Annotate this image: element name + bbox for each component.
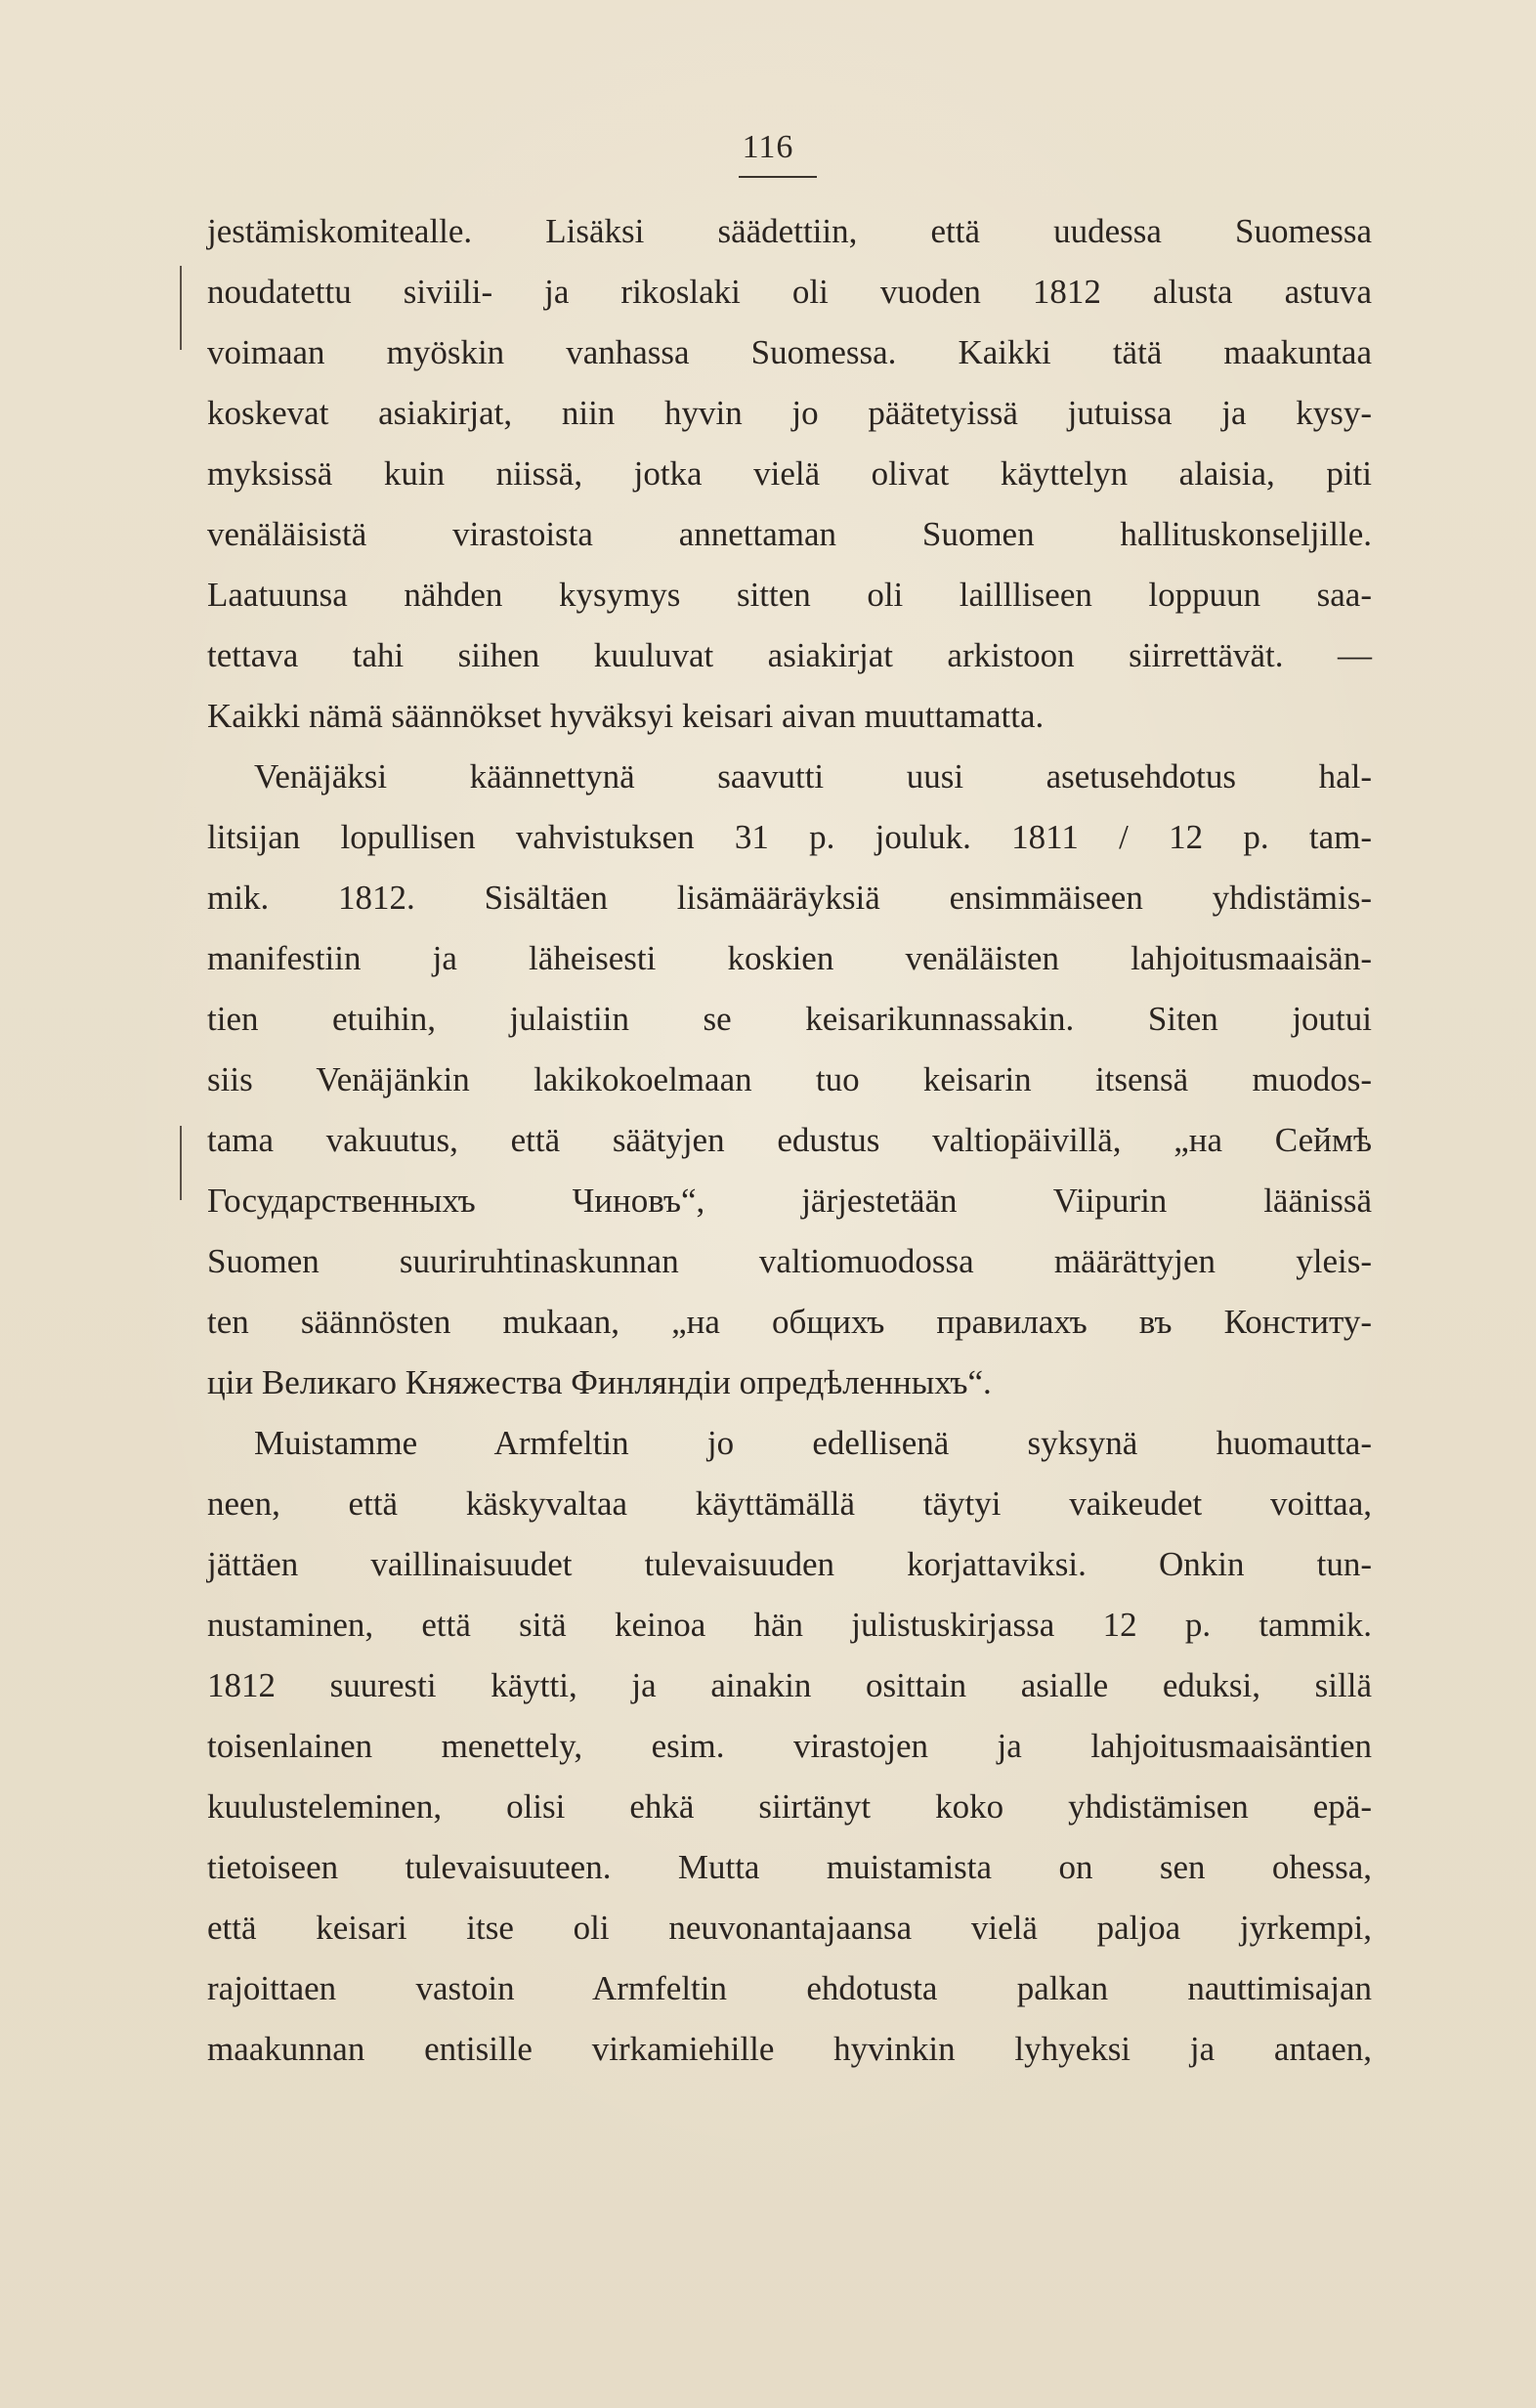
text-line: toisenlainen menettely, esim. virastojen ja lahjoitusmaaisäntien [207,1727,1372,1765]
text-line: Laatuunsa nähden kysymys sitten oli laillliseen loppuun saa- [207,576,1372,614]
text-line: että keisari itse oli neuvonantajaansa vielä paljoa jyrkempi, [207,1909,1372,1947]
paragraph-start-line: Muistamme Armfeltin jo edellisenä syksynä huomautta- [254,1424,1372,1462]
text-line: tettava tahi siihen kuuluvat asiakirjat arkistoon siirrettävät. — [207,636,1372,674]
text-line: tietoiseen tulevaisuuteen. Mutta muistamista on sen ohessa, [207,1848,1372,1886]
text-line: voimaan myöskin vanhassa Suomessa. Kaikki tätä maakuntaa [207,333,1372,371]
text-line: ціи Великаго Княжества Финляндіи опредѣленныхъ“. [207,1363,992,1401]
text-line: myksissä kuin niissä, jotka vielä olivat käyttelyn alaisia, piti [207,454,1372,493]
text-line: koskevat asiakirjat, niin hyvin jo päätetyissä jutuissa ja kysy- [207,394,1372,432]
text-line: Государственныхъ Чиновъ“, järjestetään Viipurin läänissä [207,1182,1372,1220]
text-line: 1812 suuresti käytti, ja ainakin osittain asialle eduksi, sillä [207,1666,1372,1704]
page-number: 116 [742,129,794,165]
text-line: ten säännösten mukaan, „на общихъ правилахъ въ Конститу- [207,1303,1372,1341]
paragraph-start-line: Venäjäksi käännettynä saavutti uusi asetusehdotus hal- [254,757,1372,796]
text-line: venäläisistä virastoista annettaman Suomen hallituskonseljille. [207,515,1372,553]
text-line: nustaminen, että sitä keinoa hän julistuskirjassa 12 p. tammik. [207,1606,1372,1644]
text-line: neen, että käskyvaltaa käyttämällä täytyi vaikeudet voittaa, [207,1484,1372,1523]
text-line: mik. 1812. Sisältäen lisämääräyksiä ensimmäiseen yhdistämis- [207,879,1372,917]
margin-mark [180,266,182,350]
text-line: rajoittaen vastoin Armfeltin ehdotusta palkan nauttimisajan [207,1969,1372,2007]
text-line: tama vakuutus, että säätyjen edustus valtiopäivillä, „на Сеймѣ [207,1121,1372,1159]
page-number-rule [739,176,817,178]
text-line: jestämiskomitealle. Lisäksi säädettiin, että uudessa Suomessa [207,212,1372,250]
text-line: noudatettu siviili- ja rikoslaki oli vuoden 1812 alusta astuva [207,273,1372,311]
text-line: tien etuihin, julaistiin se keisarikunnassakin. Siten joutui [207,1000,1372,1038]
text-line: jättäen vaillinaisuudet tulevaisuuden korjattaviksi. Onkin tun- [207,1545,1372,1583]
text-line: litsijan lopullisen vahvistuksen 31 p. jouluk. 1811 / 12 p. tam- [207,818,1372,856]
text-line: siis Venäjänkin lakikokoelmaan tuo keisarin itsensä muodos- [207,1060,1372,1098]
text-line: kuulusteleminen, olisi ehkä siirtänyt koko yhdistämisen epä- [207,1787,1372,1826]
text-line: Kaikki nämä säännökset hyväksyi keisari aivan muuttamatta. [207,697,1045,735]
text-line: maakunnan entisille virkamiehille hyvinkin lyhyeksi ja antaen, [207,2030,1372,2068]
body-text [207,201,1372,2080]
text-line: manifestiin ja läheisesti koskien venäläisten lahjoitusmaaisän- [207,939,1372,977]
text-line: Suomen suuriruhtinaskunnan valtiomuodossa määrättyjen yleis- [207,1242,1372,1280]
margin-mark [180,1126,182,1200]
